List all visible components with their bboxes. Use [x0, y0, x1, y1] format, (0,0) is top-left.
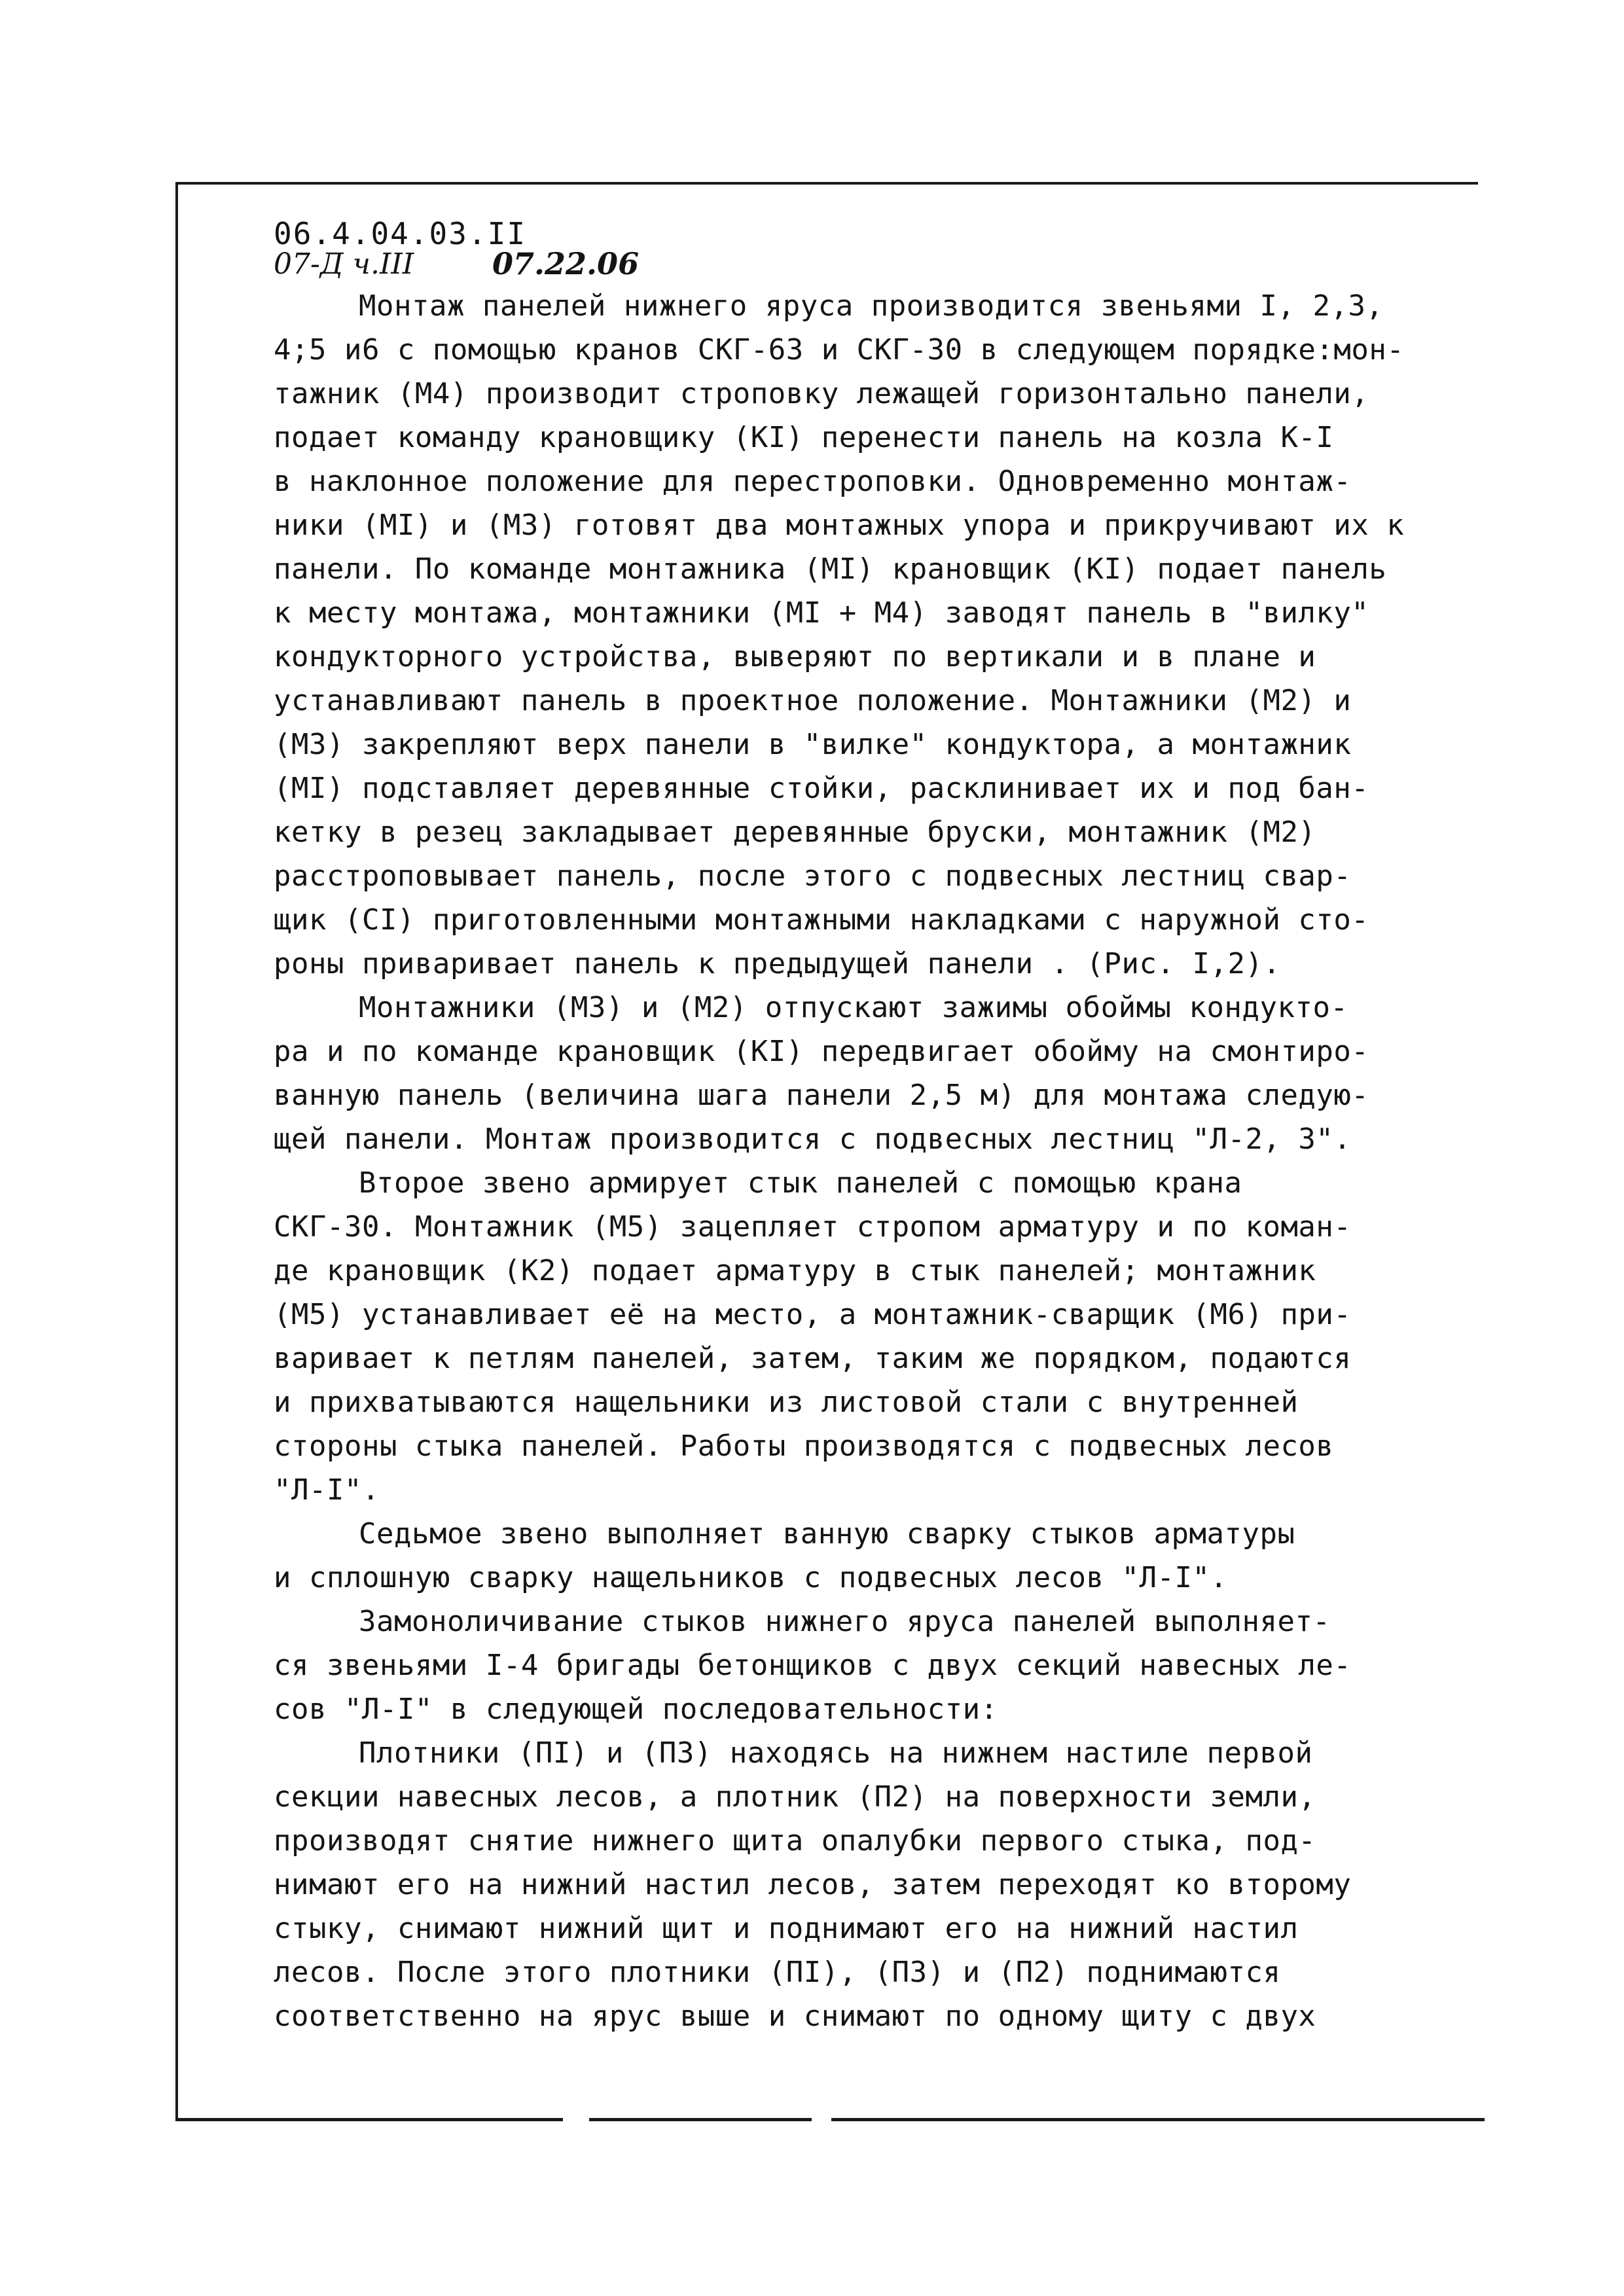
- text-line: сов "Л-I" в следующей последовательности:: [274, 1693, 998, 1726]
- text-line: производят снятие нижнего щита опалубки первого стыка, под-: [274, 1824, 1316, 1857]
- text-line: нимают его на нижний настил лесов, затем переходят ко второму: [274, 1868, 1352, 1901]
- text-line: в наклонное положение для перестроповки. Одновременно монтаж-: [274, 465, 1352, 498]
- text-line: кондукторного устройства, выверяют по вертикали и в плане и: [274, 640, 1316, 673]
- text-line: Второе звено армирует стык панелей с помощью крана: [359, 1166, 1242, 1200]
- text-line: ра и по команде крановщик (КI) передвигает обойму на смонтиро-: [274, 1035, 1369, 1068]
- text-line: стыку, снимают нижний щит и поднимают его на нижний настил: [274, 1912, 1299, 1945]
- text-line: ники (МI) и (М3) готовят два монтажных упора и прикручивают их к: [274, 509, 1405, 542]
- text-line: роны приваривает панель к предыдущей панели . (Рис. I,2).: [274, 947, 1281, 980]
- text-line: и сплошную сварку нащельников с подвесных лесов "Л-I".: [274, 1561, 1228, 1594]
- frame-bottom-gap: [563, 2117, 589, 2123]
- text-line: расстроповывает панель, после этого с подвесных лестниц свар-: [274, 859, 1352, 893]
- document-body: [274, 284, 1439, 2038]
- text-line: стороны стыка панелей. Работы производятся с подвесных лесов: [274, 1429, 1334, 1463]
- text-line: "Л-I".: [274, 1473, 380, 1507]
- handwritten-note: 07-Д ч.III: [274, 247, 414, 281]
- text-line: (М5) устанавливает её на место, а монтажник-сварщик (М6) при-: [274, 1298, 1352, 1331]
- text-line: щей панели. Монтаж производится с подвесных лестниц "Л-2, 3".: [274, 1122, 1352, 1156]
- text-line: СКГ-30. Монтажник (М5) зацепляет стропом арматуру и по коман-: [274, 1210, 1352, 1244]
- text-line: подает команду крановщику (КI) перенести панель на козла К-I: [274, 421, 1334, 454]
- text-line: Замоноличивание стыков нижнего яруса панелей выполняет-: [359, 1605, 1331, 1638]
- text-line: 4;5 и6 с помощью кранов СКГ-63 и СКГ-30 в следующем порядке:мон-: [274, 333, 1405, 367]
- text-line: де крановщик (К2) подает арматуру в стык панелей; монтажник: [274, 1254, 1316, 1287]
- text-line: Монтажники (М3) и (М2) отпускают зажимы обоймы кондукто-: [359, 991, 1348, 1024]
- text-line: ся звеньями I-4 бригады бетонщиков с двух секций навесных ле-: [274, 1649, 1352, 1682]
- text-line: варивает к петлям панелей, затем, таким же порядком, подаются: [274, 1342, 1352, 1375]
- text-line: (М3) закрепляют верх панели в "вилке" кондуктора, а монтажник: [274, 728, 1352, 761]
- text-line: тажник (М4) производит строповку лежащей горизонтально панели,: [274, 377, 1369, 410]
- text-line: секции навесных лесов, а плотник (П2) на поверхности земли,: [274, 1780, 1316, 1814]
- frame-top-border: [175, 182, 1478, 185]
- text-line: панели. По команде монтажника (МI) крановщик (КI) подает панель: [274, 552, 1387, 586]
- handwritten-date: 07.22.06: [492, 246, 640, 281]
- text-line: кетку в резец закладывает деревянные бруски, монтажник (М2): [274, 816, 1316, 849]
- text-line: и прихватываются нащельники из листовой стали с внутренней: [274, 1386, 1299, 1419]
- text-line: соответственно на ярус выше и снимают по одному щиту с двух: [274, 2000, 1316, 2033]
- text-line: Монтаж панелей нижнего яруса производится звеньями I, 2,3,: [359, 289, 1384, 323]
- text-line: Седьмое звено выполняет ванную сварку стыков арматуры: [359, 1517, 1295, 1551]
- frame-bottom-gap: [812, 2117, 831, 2123]
- text-line: Плотники (ПI) и (П3) находясь на нижнем настиле первой: [359, 1736, 1313, 1770]
- text-line: устанавливают панель в проектное положение. Монтажники (М2) и: [274, 684, 1352, 717]
- frame-left-border: [175, 182, 178, 2121]
- document-code: 06.4.04.03.II: [274, 216, 527, 251]
- text-line: (МI) подставляет деревянные стойки, расклинивает их и под бан-: [274, 772, 1369, 805]
- text-line: щик (СI) приготовленными монтажными накладками с наружной сто-: [274, 903, 1369, 937]
- text-line: ванную панель (величина шага панели 2,5 м) для монтажа следую-: [274, 1079, 1369, 1112]
- text-line: лесов. После этого плотники (ПI), (П3) и (П2) поднимаются: [274, 1956, 1281, 1989]
- text-line: к месту монтажа, монтажники (МI + М4) заводят панель в "вилку": [274, 596, 1369, 630]
